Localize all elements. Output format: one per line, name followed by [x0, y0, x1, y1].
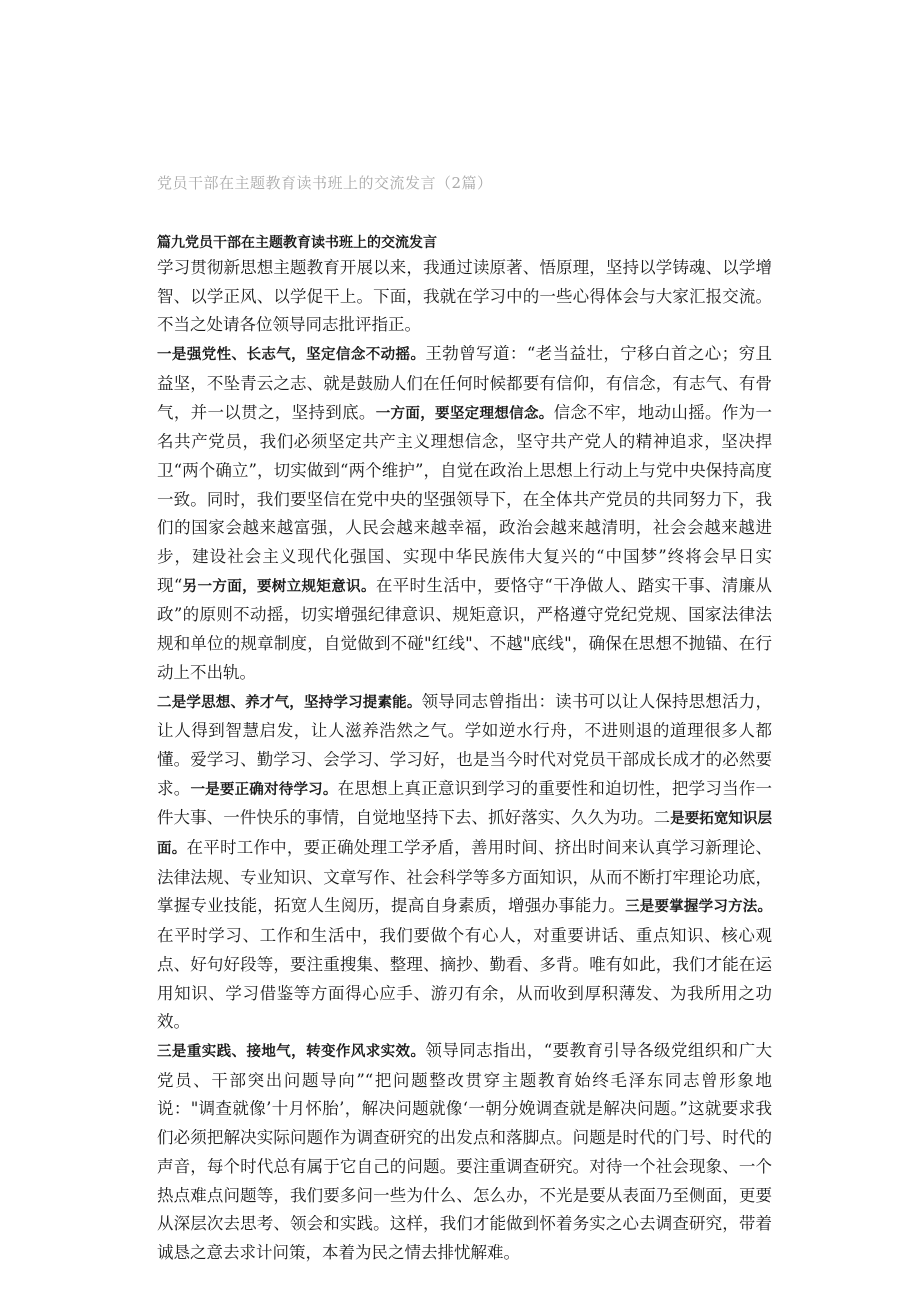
document-body [157, 232, 772, 1268]
paragraph-1-key-2: 另一方面，要树立规矩意识。 [182, 578, 376, 595]
paragraph-2-text-4: 在平时学习、工作和生活中，我们要做个有心人，对重要讲话、重点知识、核心观点、好句好段等，要注重搜集、整理、摘抄、勤看、多背。唯有如此，我们才能在运用知识、学习借鉴等方面得心应手、游刃有余，从而收到厚积薄发、为我所用之功效。 [157, 926, 772, 1032]
paragraph-2-text-1: 领导同志曾指出：读书可以让人保持思想活力，让人得到智慧启发，让人滋养浩然之气。学如逆水行舟，不进则退的道理很多人都懂。爱学习、勤学习、会学习、学习好，也是当今时代对党员干部成长成才的必然要求。 [157, 691, 773, 798]
paragraph-1-text-3: 在平时生活中，要恪守“干净做人、踏实干事、清廉从政”的原则不动摇，切实增强纪律意识、规矩意识，严格遵守党纪党规、国家法律法规和单位的规章制度，自觉做到不碰"红线"、不越"底线"，确保在思想不抛锚、在行动上不出轨。 [157, 575, 773, 682]
paragraph-1 [157, 340, 772, 687]
paragraph-2-key-3: 三是要掌握学习方法。 [625, 899, 773, 916]
paragraph-3-text-1: 领导同志指出，“要教育引导各级党组织和广大党员、干部突出问题导向”“把问题整改贯穿主题教育始终毛泽东同志曾形象地说："调查就像’十月怀胎’，解决问题就像‘一朝分娩调查就是解决问题。”这就要求我们必须把解决实际问题作为调查研究的出发点和落脚点。问题是时代的门号、时代的声音，每个时代总有属于它自己的问题。要注重调查研究。对待一个社会现象、一个热点难点问题等，我们要多问一些为什么、怎么办，不光是要从表面乃至侧面，更要从深层次去思考、领会和实践。这样，我们才能做到怀着务实之心去调查研究，带着诚恳之意去求计问策，本着为民之情去排忧解难。 [157, 1040, 773, 1262]
paragraph-2 [157, 688, 772, 1037]
paragraph-2-key-2: 是要拓宽知识层面。 [157, 811, 773, 858]
paragraph-2-lead: 二是学思想、养才气，坚持学习提素能。 [157, 694, 422, 711]
paragraph-1-key-1: 一方面，要坚定理想信念。 [375, 405, 554, 422]
paragraph-1-text-1: 王勃曾写道：“老当益壮，宁移白首之心；穷且益坚，不坠青云之志、就是鼓励人们在任何时候都要有信仰，有信念，有志气、有骨气，并一以贯之，坚持到底。 [157, 344, 773, 422]
intro-paragraph: 学习贯彻新思想主题教育开展以来，我通过读原著、悟原理，坚持以学铸魂、以学增智、以学正风、以学促干上。下面，我就在学习中的一些心得体会与大家汇报交流。不当之处请各位领导同志批评指正。 [157, 258, 772, 335]
paragraph-2-text-2: 在思想上真正意识到学习的重要性和迫切性，把学习当作一件大事、一件快乐的事情，自觉地坚持下去、抓好落实、久久为功。二 [157, 778, 773, 828]
paragraph-2-text-3: 在平时工作中，要正确处理工学矛盾，善用时间、挤出时间来认真学习新理论、法律法规、专业知识、文章写作、社会科学等多方面知识，从而不断打牢理论功底，掌握专业技能，拓宽人生阅历，提高自身素质，增强办事能力。 [157, 838, 773, 916]
paragraph-3 [157, 1037, 772, 1268]
paragraph-3-lead: 三是重实践、接地气，转变作风求实效。 [157, 1043, 426, 1060]
paragraph-1-lead: 一是强党性、长志气，坚定信念不动摇。 [157, 347, 426, 364]
section-heading: 篇九党员干部在主题教育读书班上的交流发言 [157, 235, 437, 251]
document-title: 党员干部在主题教育读书班上的交流发言（2篇） [157, 174, 493, 192]
paragraph-1-text-2: 信念不牢，地动山摇。作为一名共产党员，我们必须坚定共产主义理想信念，坚守共产党人的精神追求，坚决捍卫“两个确立”，切实做到“两个维护”，自觉在政治上思想上行动上与党中央保持高度一致。同时，我们要坚信在党中央的坚强领导下，在全体共产党员的共同努力下，我们的国家会越来越富强，人民会越来越幸福，政治会越来越清明，社会会越来越进步，建设社会主义现代化强国、实现中华民族伟大复兴的“中国梦”终将会早日实现“ [157, 402, 773, 595]
paragraph-2-key-1: 一是要正确对待学习。 [190, 781, 338, 798]
